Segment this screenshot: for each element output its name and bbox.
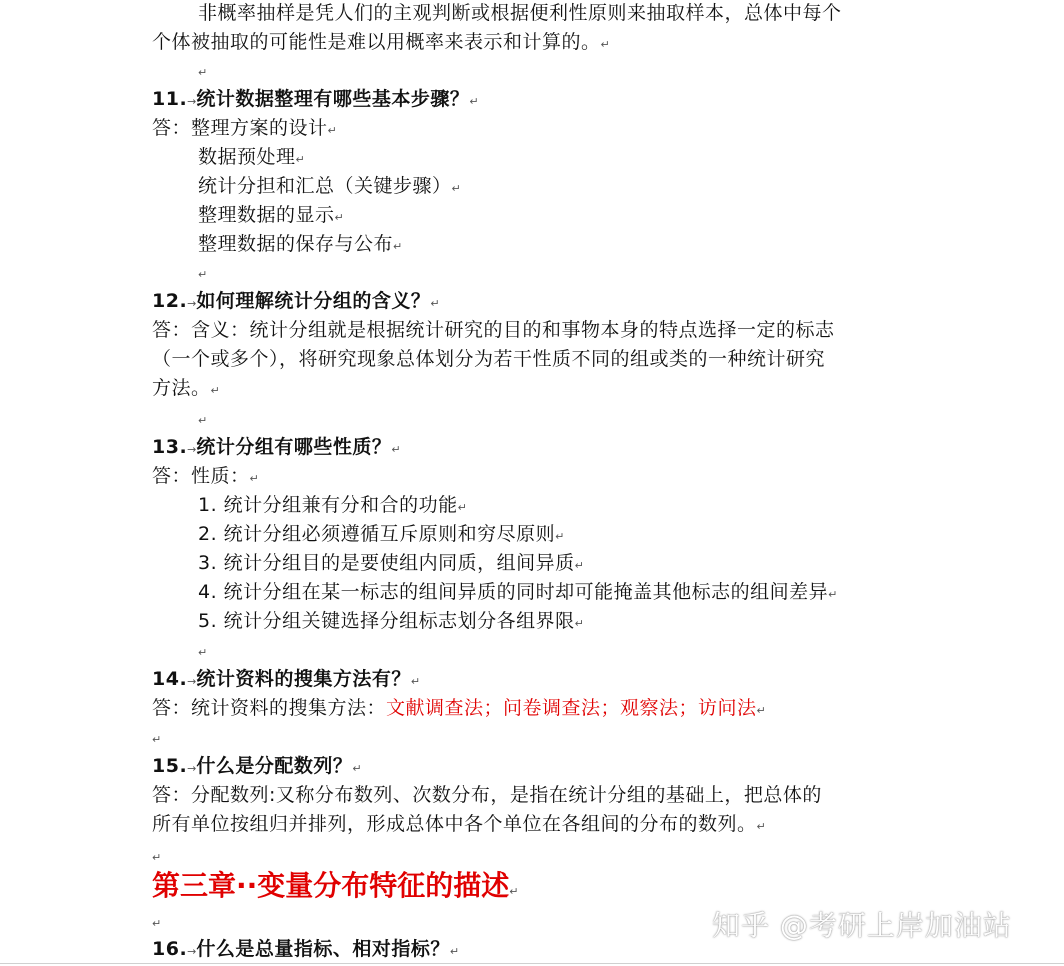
question-13-item-1: 1. 统计分组兼有分和合的功能↵ [198, 494, 467, 516]
question-12-answer-line-3: 方法。↵ [152, 377, 220, 399]
question-13-answer-label: 答：性质：↵ [152, 465, 259, 487]
page-bottom-edge [0, 963, 1064, 964]
intro-line-1: 非概率抽样是凭人们的主观判断或根据便利性原则来抽取样本，总体中每个 [198, 2, 842, 24]
paragraph-mark: ↵ [152, 917, 162, 930]
zhihu-watermark: 知乎 @考研上岸加油站 [712, 909, 1012, 942]
question-11-answer-label-row: 答：整理方案的设计↵ [152, 117, 337, 139]
paragraph-mark: ↵ [198, 66, 208, 79]
paragraph-mark: ↵ [198, 268, 208, 281]
question-13-item-5: 5. 统计分组关键选择分组标志划分各组界限↵ [198, 610, 584, 632]
question-11-heading: 11.→统计数据整理有哪些基本步骤？↵ [152, 88, 479, 110]
question-15-answer-line-2: 所有单位按组归并排列，形成总体中各个单位在各组间的分布的数列。↵ [152, 813, 766, 835]
question-15-answer-line-1: 答：分配数列:又称分布数列、次数分布，是指在统计分组的基础上，把总体的 [152, 784, 822, 806]
question-15-heading: 15.→什么是分配数列？↵ [152, 755, 362, 777]
paragraph-mark: ↵ [198, 646, 208, 659]
question-16-heading: 16.→什么是总量指标、相对指标？↵ [152, 938, 460, 960]
paragraph-mark: ↵ [198, 414, 208, 427]
intro-line-2: 个体被抽取的可能性是难以用概率来表示和计算的。↵ [152, 31, 610, 53]
question-12-answer-line-2: （一个或多个），将研究现象总体划分为若干性质不同的组或类的一种统计研究 [152, 348, 826, 370]
question-12-answer-line-1: 答：含义：统计分组就是根据统计研究的目的和事物本身的特点选择一定的标志 [152, 319, 835, 341]
question-13-item-4: 4. 统计分组在某一标志的组间异质的同时却可能掩盖其他标志的组间差异↵ [198, 581, 838, 603]
question-12-heading: 12.→如何理解统计分组的含义？↵ [152, 290, 440, 312]
paragraph-mark: ↵ [152, 851, 162, 864]
question-14-answer: 答：统计资料的搜集方法：文献调查法；问卷调查法；观察法；访问法↵ [152, 697, 766, 719]
question-13-heading: 13.→统计分组有哪些性质？↵ [152, 436, 401, 458]
question-11-item-2: 数据预处理↵ [198, 146, 305, 168]
question-11-item-5: 整理数据的保存与公布↵ [198, 233, 403, 255]
question-11-item-3: 统计分担和汇总（关键步骤）↵ [198, 175, 461, 197]
question-11-item-4: 整理数据的显示↵ [198, 204, 344, 226]
question-13-item-2: 2. 统计分组必须遵循互斥原则和穷尽原则↵ [198, 523, 565, 545]
question-14-heading: 14.→统计资料的搜集方法有？↵ [152, 668, 421, 690]
highlighted-methods: 文献调查法；问卷调查法；观察法；访问法 [386, 697, 757, 719]
chapter-heading: 第三章··变量分布特征的描述↵ [152, 869, 519, 902]
paragraph-mark: ↵ [152, 733, 162, 746]
question-13-item-3: 3. 统计分组目的是要使组内同质，组间异质↵ [198, 552, 584, 574]
